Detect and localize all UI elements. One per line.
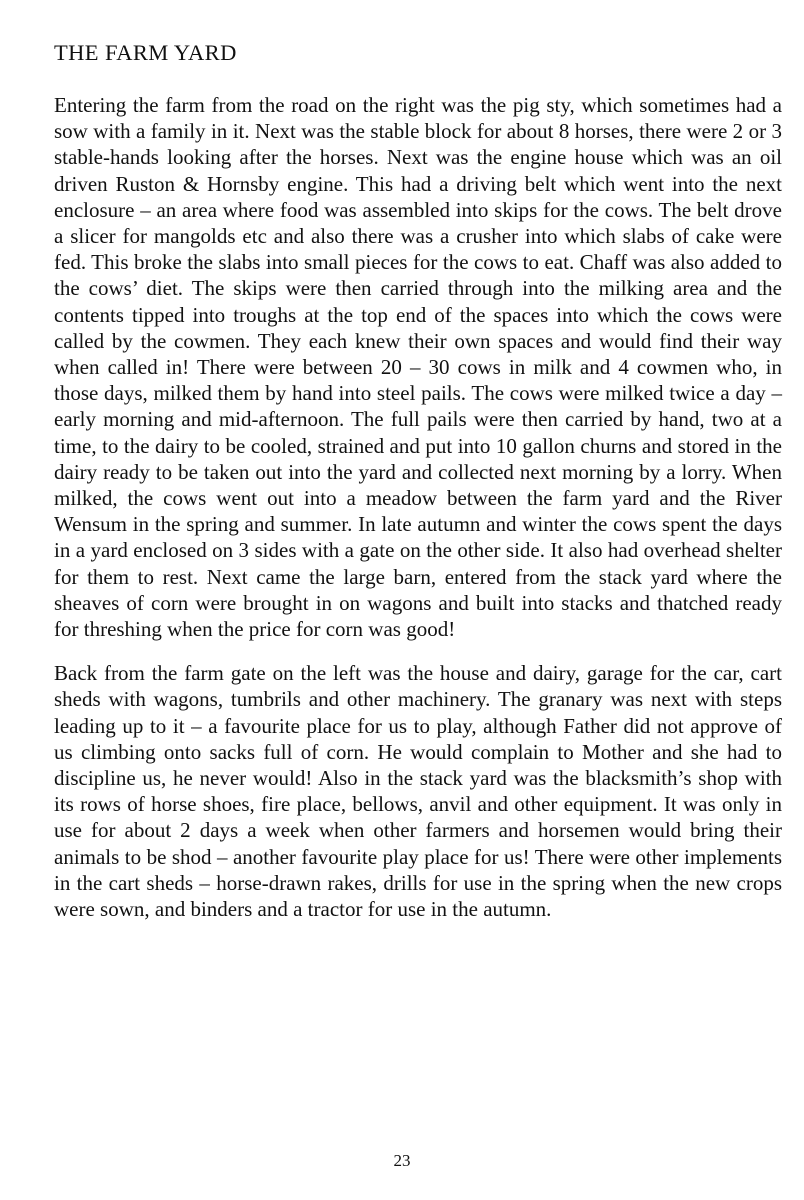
page-number: 23 xyxy=(393,1151,411,1170)
body-paragraph-1: Entering the farm from the road on the right was the pig sty, which sometimes had a sow with a family in it. Next was the stable block for about 8 horses, there were 2 or 3 stable-hands looking after the horses. Next was the engine house which was an oil driven Ruston & Hornsby engine. This had a driving belt which went into the next enclosure – an area where food was assembled into skips for the cows. The belt drove a slicer for mangolds etc and also there was a crusher into which slabs of cake were fed. This broke the slabs into small pieces for the cows to eat. Chaff was also added to the cows’ diet. The skips were then carried through into the milking area and the contents tipped into troughs at the top end of the spaces into which the cows were called by the cowmen. They each knew their own spaces and would find their way when called in! There were between 20 – 30 cows in milk and 4 cowmen who, in those days, milked them by hand into steel pails. The cows were milked twice a day – early morning and mid-afternoon. The full pails were then carried by hand, two at a time, to the dairy to be cooled, strained and put into 10 gallon churns and stored in the dairy ready to be taken out into the yard and collected next morning by a lorry. When milked, the cows went out into a meadow between the farm yard and the River Wensum in the spring and summer. In late autumn and winter the cows spent the days in a yard enclosed on 3 sides with a gate on the other side. It also had overhead shelter for them to rest. Next came the large barn, entered from the stack yard where the sheaves of corn were brought in on wagons and built into stacks and thatched ready for threshing when the price for corn was good! xyxy=(54,93,782,642)
page-title: THE FARM YARD xyxy=(54,40,237,65)
body-paragraph-2: Back from the farm gate on the left was the house and dairy, garage for the car, cart sheds with wagons, tumbrils and other machinery. The granary was next with steps leading up to it – a favourite place for us to play, although Father did not approve of us climbing onto sacks full of corn. He would complain to Mother and she had to discipline us, he never would! Also in the stack yard was the blacksmith’s shop with its rows of horse shoes, fire place, bellows, anvil and other equipment. It was only in use for about 2 days a week when other farmers and horsemen would bring their animals to be shod – another favourite play place for us! There were other implements in the cart sheds – horse-drawn rakes, drills for use in the spring when the new crops were sown, and binders and a tractor for use in the autumn. xyxy=(54,661,782,922)
page-content xyxy=(54,38,782,922)
